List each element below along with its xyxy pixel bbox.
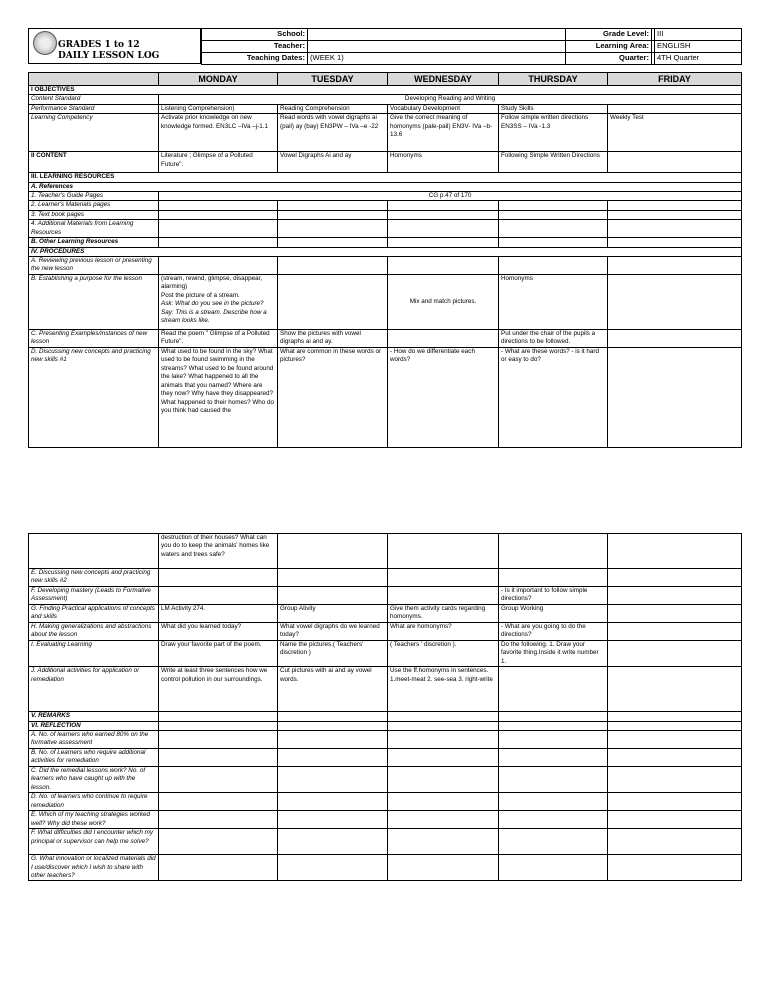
perf-mon: Listening Comprehension) — [159, 104, 278, 113]
b-wed: Mix and match pictures. — [388, 275, 499, 330]
b-thu: Homonyms — [499, 275, 608, 330]
day-tuesday: TUESDAY — [278, 73, 388, 86]
d-tue: What are common in these words or pictures? — [278, 348, 388, 448]
grade-label: Grade Level: — [566, 29, 652, 41]
perf-tue: Reading Comprehension — [278, 104, 388, 113]
day-wednesday: WEDNESDAY — [388, 73, 499, 86]
remarks-heading: V. REMARKS — [29, 712, 159, 721]
teacher-value — [308, 41, 566, 53]
g-tue: Group Ativity — [278, 605, 388, 623]
i-thu: Do the following. 1. Draw your favorite thing.Inside it write number 1. — [499, 641, 608, 667]
p2-cont-mon: destruction of their houses? What can you do to keep the animals' homes like waters and trees safe? — [159, 534, 278, 569]
reflection-f: F. What difficulties did I encounter which my principal or supervisor can help me solve? — [29, 829, 159, 855]
area-label: Learning Area: — [566, 41, 652, 53]
additional-label: 4. Additional Materials from Learning Resources — [29, 220, 159, 238]
title-line2: DAILY LESSON LOG — [58, 51, 160, 61]
learning-competency-label: Learning Competency — [29, 114, 159, 152]
cont-fri — [608, 152, 742, 173]
procedures-heading: IV. PROCEDURES — [29, 247, 742, 256]
comp-thu: Follow simple written directions EN3SS – IVa -1.3 — [499, 114, 608, 152]
f-thu: - Is it important to follow simple directions? — [499, 587, 608, 605]
proc-c-label: C. Presenting Examples/instances of new lesson — [29, 330, 159, 348]
g-wed: Give them activity cards regarding homonyms. — [388, 605, 499, 623]
b-mon-line3: Ask: What do you see in the picture? — [161, 300, 264, 308]
teacher-label: Teacher: — [202, 41, 308, 53]
j-tue: Cut pictures with ai and ay vowel words. — [278, 667, 388, 712]
d-wed: - How do we differentiate each words? — [388, 348, 499, 448]
performance-standard-label: Performance Standard — [29, 104, 159, 113]
day-friday: FRIDAY — [608, 73, 742, 86]
h-mon: What did you learned today? — [159, 623, 278, 641]
content-standard-label: Content Standard — [29, 95, 159, 104]
content-heading: II CONTENT — [29, 152, 159, 173]
b-mon — [159, 275, 278, 330]
proc-f-label: F. Developing mastery (Leads to Formative Assessment) — [29, 587, 159, 605]
d-thu: - What are these words? - is it hard or easy to do? — [499, 348, 608, 448]
proc-j-label: J. Additional activities for application or remediation — [29, 667, 159, 712]
header-table — [201, 28, 742, 65]
i-wed: ( Teachers ' discretion ). — [388, 641, 499, 667]
logo-frame — [28, 28, 201, 64]
tg-pages-value: CG p.47 of 170 — [159, 192, 742, 201]
j-mon: Write at least three sentences how we control pollution in our surroundings. — [159, 667, 278, 712]
proc-b-label: B. Establishing a purpose for the lesson — [29, 275, 159, 330]
cont-wed: Homonyms — [388, 152, 499, 173]
other-resources-label: B. Other Learning Resources — [29, 238, 159, 247]
school-label: School: — [202, 29, 308, 41]
proc-d-label: D. Discussing new concepts and practicing new skills #1 — [29, 348, 159, 448]
reflection-g: G. What innovation or localized materials did I use/discover which I wish to share with other teachers? — [29, 855, 159, 881]
h-thu: - What are you going to do the directions? — [499, 623, 608, 641]
j-wed: Use the ff.homonyms in sentences. 1.meet-meat 2. see-sea 3. right-write — [388, 667, 499, 712]
lm-pages-label: 2. Learner's Materials pages — [29, 201, 159, 210]
g-thu: Group Working — [499, 605, 608, 623]
d-mon: What used to be found in the sky? What used to be found swimming in the streams? What used to be found around the lake? What happened to all the animals that you named? Where are they now? Why have they disappeared? What happened to their homes? Who do you think had caused the — [159, 348, 278, 448]
proc-a-label: A. Reviewing previous lesson or presenting the new lesson — [29, 257, 159, 275]
grade-value: III — [655, 29, 742, 41]
proc-g-label: G. Finding Practical applications of concepts and skills — [29, 605, 159, 623]
proc-i-label: I. Evaluating Learning — [29, 641, 159, 667]
lesson-log-table — [28, 72, 742, 448]
cont-thu: Following Simple Written Directions — [499, 152, 608, 173]
b-mon-line4: Say: This is a stream. Describe how a stream looks like. — [161, 308, 267, 325]
i-tue: Name the pictures.( Teachers' discretion ) — [278, 641, 388, 667]
h-wed: What are homonyms? — [388, 623, 499, 641]
proc-e-label: E. Discussing new concepts and practicing new skills #2 — [29, 569, 159, 587]
textbook-label: 3. Text book pages — [29, 210, 159, 219]
lesson-log-table-continued — [28, 533, 742, 881]
resources-heading: III. LEARNING RESOURCES — [29, 173, 742, 182]
reflection-b: B. No. of Learners who require additional activities for remediation — [29, 749, 159, 767]
reflection-c: C. Did the remedial lessons work? No. of learners who have caught up with the lesson. — [29, 767, 159, 793]
c-tue: Show the pictures with vowel digraphs ai and ay. — [278, 330, 388, 348]
perf-thu: Study Skills — [499, 104, 608, 113]
b-mon-line1: (stream, rewind, glimpse, disappear, alarming) — [161, 275, 263, 291]
proc-h-label: H. Making generalizations and abstractions about the lesson — [29, 623, 159, 641]
reflection-heading: VI. REFLECTION — [29, 721, 159, 730]
c-thu: Put under the chair of the pupils a directions to be followed. — [499, 330, 608, 348]
title-line1: GRADES 1 to 12 — [58, 40, 140, 50]
quarter-label: Quarter: — [566, 53, 652, 65]
reflection-e: E. Which of my teaching strategies worked well? Why did these work? — [29, 811, 159, 829]
content-standard-value: Developing Reading and Writing — [159, 95, 742, 104]
school-value — [308, 29, 566, 41]
cont-tue: Vowel Digraphs Ai and ay — [278, 152, 388, 173]
g-mon: LM Activity 274. — [159, 605, 278, 623]
dates-label: Teaching Dates: — [202, 53, 308, 65]
day-thursday: THURSDAY — [499, 73, 608, 86]
reflection-a: A. No. of learners who earned 80% on the formative assessment — [29, 731, 159, 749]
tg-pages-label: 1. Teacher's Guide Pages — [29, 192, 159, 201]
quarter-value: 4TH Quarter — [655, 53, 742, 65]
h-tue: What vowel digraphs do we learned today? — [278, 623, 388, 641]
objectives-heading: I OBJECTIVES — [29, 86, 742, 95]
reflection-d: D. No. of learners who continue to require remediation — [29, 793, 159, 811]
b-mon-line2: Post the picture of a stream. — [161, 291, 240, 299]
dates-value: (WEEK 1) — [308, 53, 566, 65]
cont-mon: Literature ; Glimpse of a Polluted Future". — [159, 152, 278, 173]
comp-fri: Weekly Test — [608, 114, 742, 152]
i-mon: Draw your favorite part of the poem. — [159, 641, 278, 667]
perf-fri — [608, 104, 742, 113]
comp-tue: Read words with vowel digraphs ai (pail) ay (bay) EN3PW – IVa –e -22 — [278, 114, 388, 152]
perf-wed: Vocabulary Development — [388, 104, 499, 113]
comp-mon: Activate prior knowledge on new knowledge formed. EN3LC –IVa –j-1.1 — [159, 114, 278, 152]
area-value: ENGLISH — [655, 41, 742, 53]
day-monday: MONDAY — [159, 73, 278, 86]
references-heading: A. References — [29, 182, 742, 191]
comp-wed: Give the correct meaning of homonyms (pale-pail) EN3V- IVa –b-13.6 — [388, 114, 499, 152]
c-mon: Read the poem " Glimpse of a Polluted Future". — [159, 330, 278, 348]
